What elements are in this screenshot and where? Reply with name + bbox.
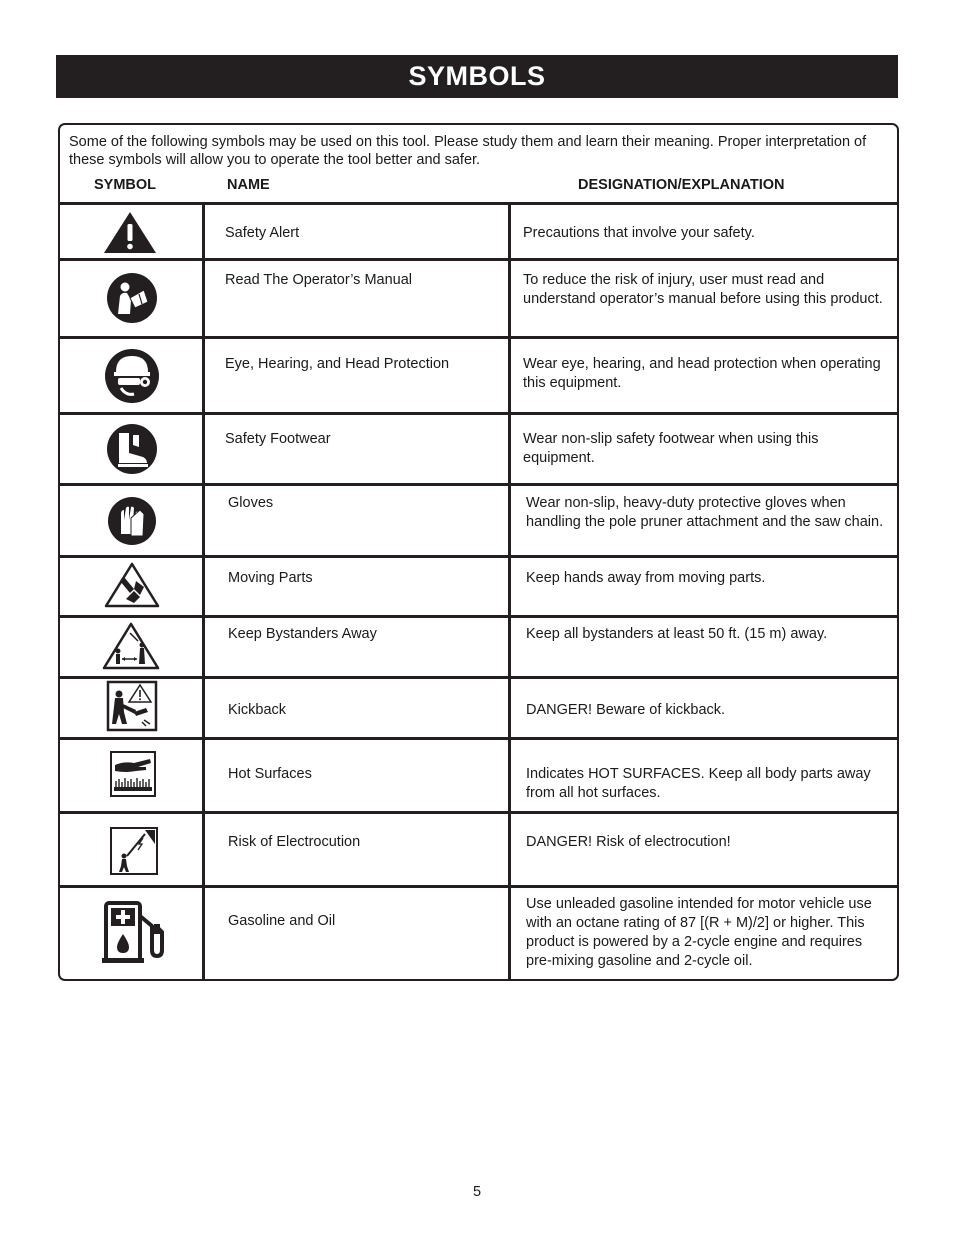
gloves-icon: [107, 496, 157, 546]
row-divider: [60, 676, 897, 679]
row-designation: Wear eye, hearing, and head protection when operating this equipment.: [523, 356, 881, 391]
row-divider: [60, 737, 897, 740]
row-name: Safety Alert: [225, 225, 300, 241]
row-designation: Indicates HOT SURFACES. Keep all body parts away from all hot surfaces.: [526, 766, 871, 801]
row-divider: [60, 885, 897, 888]
column-divider: [508, 203, 511, 979]
row-name: Safety Footwear: [225, 431, 331, 447]
row-name: Gasoline and Oil: [228, 913, 336, 929]
safety-footwear-icon: [106, 423, 158, 475]
safety-alert-icon: [102, 209, 158, 255]
row-designation: DANGER! Risk of electrocution!: [526, 834, 731, 850]
keep-bystanders-away-icon: [102, 621, 160, 671]
row-divider: [60, 483, 897, 486]
moving-parts-icon: [104, 561, 160, 609]
gasoline-and-oil-icon: [100, 898, 166, 966]
header-designation: DESIGNATION/EXPLANATION: [578, 177, 785, 193]
row-name: Hot Surfaces: [228, 766, 312, 782]
eye-hearing-head-protection-icon: [104, 348, 160, 404]
row-divider: [60, 811, 897, 814]
row-designation: Precautions that involve your safety.: [523, 225, 755, 241]
row-name: Read The Operator’s Manual: [225, 272, 412, 288]
row-divider: [60, 555, 897, 558]
symbols-table: [58, 123, 899, 981]
page-number: 5: [472, 1184, 482, 1200]
row-designation: Keep hands away from moving parts.: [526, 570, 766, 586]
header-symbol: SYMBOL: [94, 177, 157, 193]
column-divider: [202, 203, 205, 979]
row-divider: [60, 258, 897, 261]
row-name: Eye, Hearing, and Head Protection: [225, 356, 450, 372]
row-designation: Wear non-slip safety footwear when using this equipment.: [523, 431, 819, 466]
page-title: SYMBOLS: [56, 55, 898, 98]
row-designation: DANGER! Beware of kickback.: [526, 702, 726, 718]
row-designation: To reduce the risk of injury, user must read and understand operator’s manual before using this product.: [523, 272, 883, 307]
intro-text: Some of the following symbols may be used on this tool. Please study them and learn their meaning. Proper interpretation of these symbols will allow you to operate the tool better and safer.: [69, 134, 867, 168]
read-manual-icon: [106, 272, 158, 324]
kickback-icon: [106, 680, 158, 732]
row-name: Gloves: [228, 495, 274, 511]
row-name: Kickback: [228, 702, 287, 718]
row-divider: [60, 412, 897, 415]
row-designation: Use unleaded gasoline intended for motor vehicle use with an octane rating of 87 [(R + M)/2] or higher. This product is powered by a 2-cycle engine and requires pre-mixing gasoline and 2-cycle oil.: [526, 896, 872, 969]
row-designation: Keep all bystanders at least 50 ft. (15 m) away.: [526, 626, 828, 642]
row-divider: [60, 202, 897, 205]
header-name: NAME: [227, 177, 270, 193]
risk-of-electrocution-icon: [109, 826, 159, 876]
hot-surfaces-icon: [110, 751, 156, 797]
row-name: Risk of Electrocution: [228, 834, 361, 850]
row-divider: [60, 615, 897, 618]
row-designation: Wear non-slip, heavy-duty protective gloves when handling the pole pruner attachment and the saw chain.: [526, 495, 884, 530]
row-divider: [60, 336, 897, 339]
row-name: Keep Bystanders Away: [228, 626, 377, 642]
row-name: Moving Parts: [228, 570, 313, 586]
